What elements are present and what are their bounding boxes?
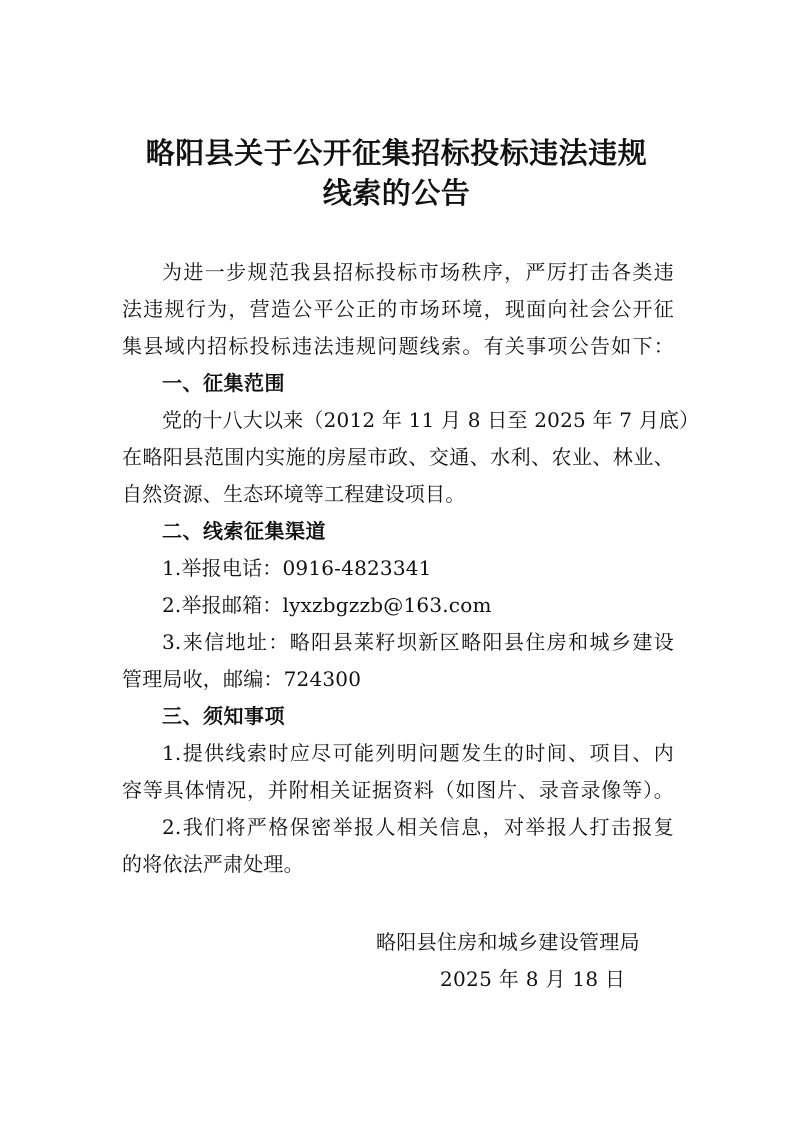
section-heading-scope: 一、征集范围 <box>162 371 285 395</box>
scope-paragraph-line-2: 在略阳县范围内实施的房屋市政、交通、水利、农业、林业、 <box>122 445 674 469</box>
signature-date: 2025 年 8 月 18 日 <box>440 967 626 991</box>
signature-organization: 略阳县住房和城乡建设管理局 <box>376 930 640 954</box>
intro-paragraph-line-2: 法违规行为，营造公平公正的市场环境，现面向社会公开征 <box>122 297 674 321</box>
notes-item-2-line-1: 2.我们将严格保密举报人相关信息，对举报人打击报复 <box>162 815 674 839</box>
intro-paragraph-line-1: 为进一步规范我县招标投标市场秩序，严厉打击各类违 <box>162 260 674 284</box>
scope-paragraph-line-3: 自然资源、生态环境等工程建设项目。 <box>122 482 466 506</box>
document-title-line-1: 略阳县关于公开征集招标投标违法违规 <box>145 136 648 170</box>
notes-item-2-line-2: 的将依法严肃处理。 <box>122 852 304 876</box>
report-phone: 1.举报电话：0916-4823341 <box>162 556 432 580</box>
notes-item-1-line-2: 容等具体情况，并附相关证据资料（如图片、录音录像等）。 <box>122 778 674 802</box>
mailing-address-line-2: 管理局收，邮编：724300 <box>122 667 362 691</box>
mailing-address-line-1: 3.来信地址：略阳县莱籽坝新区略阳县住房和城乡建设 <box>162 630 674 654</box>
section-heading-channels: 二、线索征集渠道 <box>162 519 326 543</box>
document-title-line-2: 线索的公告 <box>322 176 471 210</box>
section-heading-notes: 三、须知事项 <box>162 704 285 728</box>
notes-item-1-line-1: 1.提供线索时应尽可能列明问题发生的时间、项目、内 <box>162 741 674 765</box>
intro-paragraph-line-3: 集县域内招标投标违法违规问题线索。有关事项公告如下： <box>122 334 674 358</box>
report-email: 2.举报邮箱：lyxzbgzzb@163.com <box>162 593 492 617</box>
scope-paragraph-line-1: 党的十八大以来（2012 年 11 月 8 日至 2025 年 7 月底） <box>162 408 700 432</box>
